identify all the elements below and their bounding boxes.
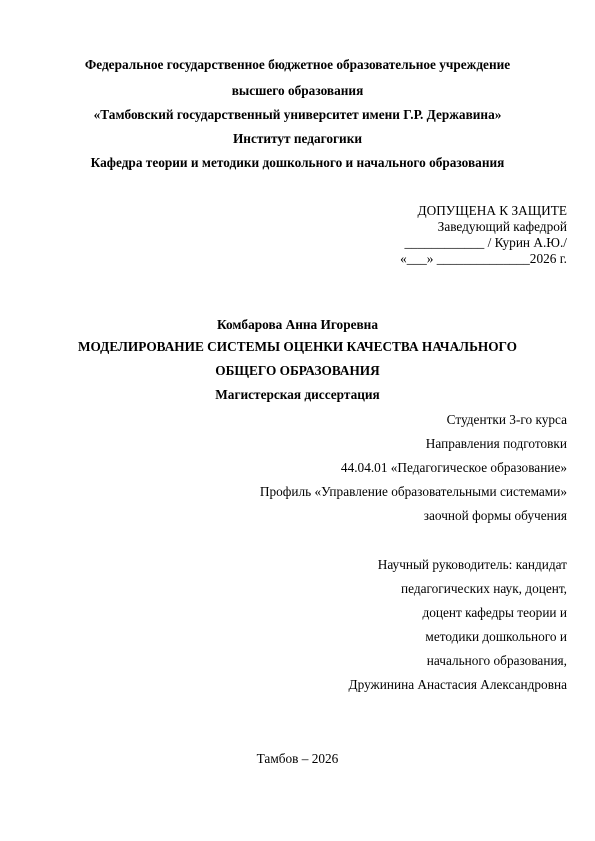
student-direction-label: Направления подготовки — [425, 436, 567, 451]
thesis-title-line2: ОБЩЕГО ОБРАЗОВАНИЯ — [215, 363, 380, 378]
student-course: Студентки 3-го курса — [446, 412, 567, 427]
supervisor-line2: педагогических наук, доцент, — [400, 581, 567, 596]
header-institute: Институт педагогики — [232, 131, 363, 146]
author-name: Комбарова Анна Игоревна — [217, 317, 378, 332]
supervisor-line3: доцент кафедры теории и — [422, 605, 567, 620]
supervisor-name: Дружинина Анастасия Александровна — [348, 677, 567, 692]
footer-city-year: Тамбов – 2026 — [256, 751, 339, 766]
header-education-level: высшего образования — [231, 83, 364, 98]
student-profile: Профиль «Управление образовательными системами» — [259, 484, 567, 499]
work-type: Магистерская диссертация — [215, 387, 380, 402]
supervisor-line1: Научный руководитель: кандидат — [377, 557, 567, 572]
approval-position: Заведующий кафедрой — [437, 219, 567, 234]
header-department: Кафедра теории и методики дошкольного и начального образования — [90, 155, 505, 170]
thesis-title-line1: МОДЕЛИРОВАНИЕ СИСТЕМЫ ОЦЕНКИ КАЧЕСТВА НАЧАЛЬНОГО — [77, 339, 518, 354]
student-direction: 44.04.01 «Педагогическое образование» — [340, 460, 567, 475]
header-organization: Федеральное государственное бюджетное образовательное учреждение — [84, 57, 511, 72]
supervisor-line5: начального образования, — [426, 653, 567, 668]
supervisor-line4: методики дошкольного и — [425, 629, 567, 644]
approval-signature: ____________ / Курин А.Ю./ — [404, 235, 567, 250]
header-university: «Тамбовский государственный университет имени Г.Р. Державина» — [93, 107, 502, 122]
approval-date: «___» ______________2026 г. — [400, 251, 567, 266]
student-study-form: заочной формы обучения — [423, 508, 567, 523]
approval-title: ДОПУЩЕНА К ЗАЩИТЕ — [417, 203, 567, 218]
